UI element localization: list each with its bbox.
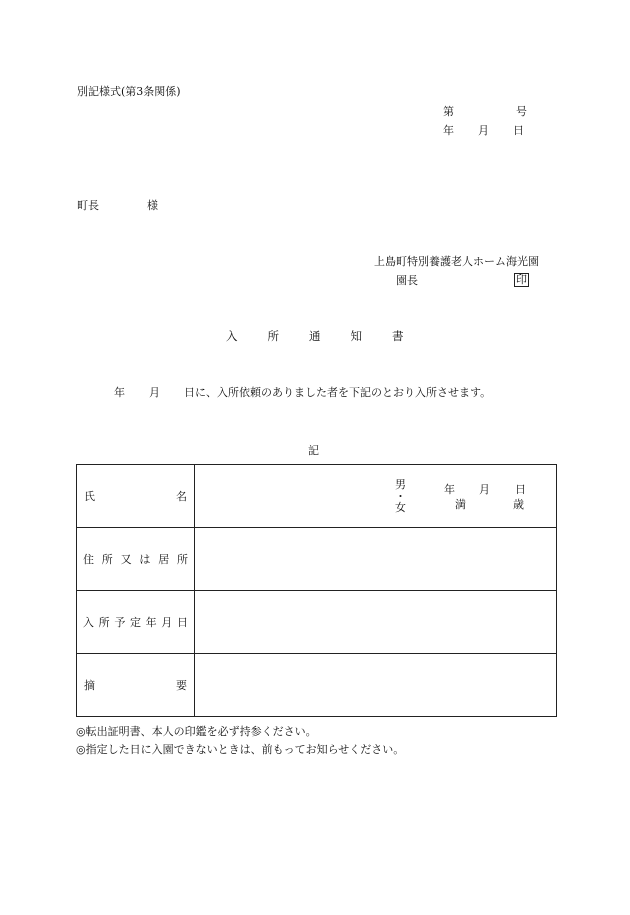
label-char: 氏 — [84, 489, 95, 503]
title-char: 書 — [392, 329, 404, 343]
label-summary — [77, 680, 194, 691]
addressee — [77, 200, 158, 211]
body-month: 月 — [149, 386, 160, 399]
seal-icon: 印 — [516, 273, 527, 286]
body-text — [114, 387, 491, 398]
label-name — [77, 491, 194, 502]
label-char: 所 — [101, 552, 113, 566]
label-char: 年 — [145, 615, 157, 629]
label-address-cell — [77, 528, 195, 591]
admission-date-value-cell[interactable] — [195, 591, 557, 654]
title-char: 知 — [350, 329, 362, 343]
number-prefix: 第 — [443, 105, 454, 118]
addressee-title: 町長 — [77, 199, 99, 212]
number-suffix: 号 — [516, 105, 527, 118]
note-1: ◎転出証明書、本人の印鑑を必ず持参ください。 — [76, 725, 317, 738]
gender-female[interactable]: 女 — [395, 501, 406, 514]
label-char: 又 — [120, 552, 132, 566]
table-row — [77, 591, 557, 654]
label-char: 居 — [158, 552, 170, 566]
record-table — [76, 464, 557, 717]
document-title — [226, 331, 404, 343]
gender-male[interactable]: 男 — [395, 478, 406, 491]
age-unit: 歳 — [513, 498, 524, 511]
note-2: ◎指定した日に入園できないときは、前もってお知らせください。 — [76, 743, 405, 756]
document-number — [443, 106, 527, 117]
body-sentence: 日に、入所依頼のありました者を下記のとおり入所させます。 — [184, 386, 492, 399]
title-char: 通 — [309, 329, 321, 343]
summary-value-cell[interactable] — [195, 654, 557, 717]
issue-day: 日 — [513, 124, 524, 137]
name-value-cell[interactable] — [195, 465, 557, 528]
title-char: 所 — [267, 329, 279, 343]
birth-day: 日 — [515, 483, 526, 496]
title-char: 入 — [226, 329, 238, 343]
issue-date — [443, 125, 524, 136]
addressee-honorific: 様 — [147, 199, 158, 212]
sender-organization: 上島町特別養護老人ホーム海光園 — [374, 255, 539, 268]
address-value-cell[interactable] — [195, 528, 557, 591]
age — [455, 499, 524, 510]
form-reference: 別記様式(第3条関係) — [77, 85, 181, 98]
seal-mark — [514, 273, 529, 287]
gender-separator: ・ — [395, 489, 406, 503]
label-address — [77, 554, 194, 565]
label-admission-date — [77, 617, 194, 628]
table-row — [77, 528, 557, 591]
label-char: は — [139, 552, 151, 566]
sender-role: 園長 — [396, 274, 418, 287]
label-char: 月 — [161, 615, 173, 629]
label-char: 予 — [114, 615, 126, 629]
body-year: 年 — [114, 386, 125, 399]
label-admission-date-cell — [77, 591, 195, 654]
label-char: 入 — [83, 615, 94, 629]
label-char: 所 — [176, 552, 188, 566]
label-char: 要 — [176, 678, 187, 692]
label-char: 日 — [176, 615, 188, 629]
table-row — [77, 465, 557, 528]
birth-year: 年 — [444, 483, 455, 496]
table-row — [77, 654, 557, 717]
label-summary-cell — [77, 654, 195, 717]
issue-month: 月 — [478, 124, 489, 137]
label-char: 定 — [129, 615, 141, 629]
birth-date — [444, 484, 526, 495]
age-prefix: 満 — [455, 498, 466, 511]
gender-selector[interactable] — [395, 479, 406, 514]
label-char: 所 — [98, 615, 110, 629]
birth-month: 月 — [479, 483, 490, 496]
record-heading: 記 — [308, 444, 319, 457]
label-name-cell — [77, 465, 195, 528]
label-char: 名 — [176, 489, 187, 503]
label-char: 摘 — [84, 678, 95, 692]
label-char: 住 — [83, 552, 94, 566]
issue-year: 年 — [443, 124, 454, 137]
